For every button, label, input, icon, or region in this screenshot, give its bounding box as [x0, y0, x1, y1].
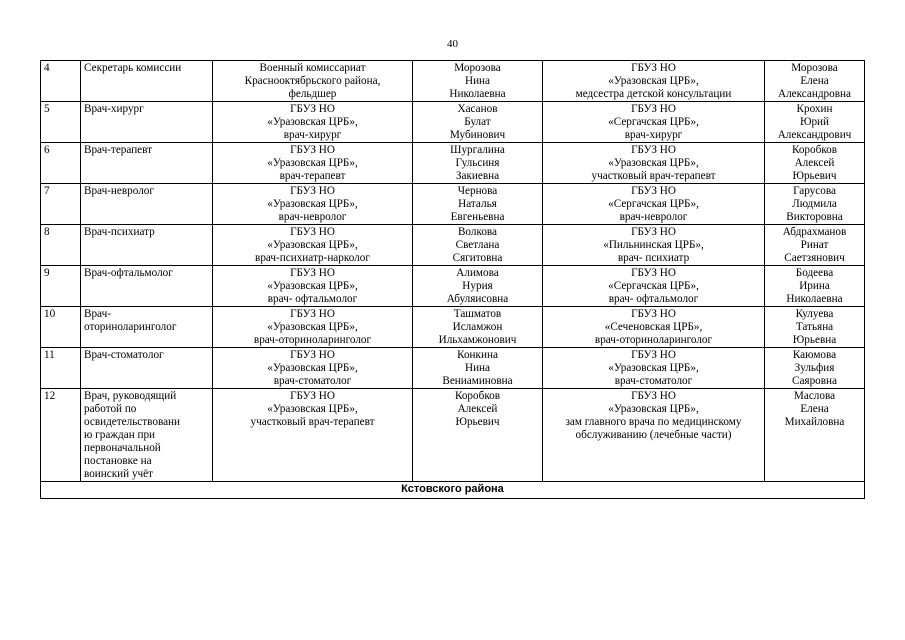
- organization-text: фельдшер: [288, 88, 337, 100]
- row-number: 5: [41, 102, 81, 143]
- position-text: постановке на: [84, 455, 152, 467]
- reserve-member-organization: [543, 143, 765, 184]
- organization-text: врач-стоматолог: [614, 375, 693, 387]
- organization-text: врач-оториноларинголог: [594, 334, 713, 346]
- name-text: Людмила: [792, 198, 837, 210]
- name-text: Николаевна: [449, 88, 506, 100]
- row-number: 10: [41, 307, 81, 348]
- name-text: Нина: [464, 362, 491, 374]
- name-text: Николаевна: [786, 293, 843, 305]
- organization-text: ГБУЗ НО: [290, 185, 335, 197]
- name-text: Алексей: [457, 403, 498, 415]
- organization-text: «Сергачская ЦРБ»,: [608, 198, 699, 210]
- name-text: Чернова: [457, 185, 498, 197]
- organization-text: ГБУЗ НО: [290, 144, 335, 156]
- organization-text: врач-хирург: [624, 129, 683, 141]
- organization-text: ГБУЗ НО: [290, 390, 335, 402]
- reserve-member-name: [765, 102, 865, 143]
- table-row: [41, 348, 865, 389]
- commission-table: [40, 60, 865, 499]
- name-text: Кулуева: [795, 308, 834, 320]
- position-cell: [81, 348, 213, 389]
- position-text: Врач-стоматолог: [84, 349, 164, 361]
- main-member-organization: [213, 143, 413, 184]
- table-row: [41, 102, 865, 143]
- main-member-organization: [213, 307, 413, 348]
- organization-text: ГБУЗ НО: [290, 103, 335, 115]
- table-row: [41, 143, 865, 184]
- row-number: 8: [41, 225, 81, 266]
- name-text: Закиевна: [455, 170, 500, 182]
- position-cell: [81, 102, 213, 143]
- reserve-member-name: [765, 143, 865, 184]
- row-number: 9: [41, 266, 81, 307]
- organization-text: врач- офтальмолог: [267, 293, 358, 305]
- name-text: Конкина: [457, 349, 498, 361]
- position-text: первоначальной: [84, 442, 161, 454]
- organization-text: врач-оториноларинголог: [253, 334, 372, 346]
- name-text: Гарусова: [793, 185, 836, 197]
- name-text: Ильхамжонович: [438, 334, 517, 346]
- organization-text: «Уразовская ЦРБ»,: [608, 362, 699, 374]
- organization-text: ГБУЗ НО: [631, 185, 676, 197]
- organization-text: ГБУЗ НО: [631, 267, 676, 279]
- organization-text: «Уразовская ЦРБ»,: [267, 239, 358, 251]
- position-text: освидетельствовани: [84, 416, 181, 428]
- organization-text: «Уразовская ЦРБ»,: [267, 280, 358, 292]
- organization-text: «Уразовская ЦРБ»,: [608, 75, 699, 87]
- position-text: Врач-офтальмолог: [84, 267, 173, 279]
- name-text: Саяровна: [792, 375, 837, 387]
- reserve-member-name: [765, 307, 865, 348]
- reserve-member-name: [765, 61, 865, 102]
- name-text: Саетзянович: [784, 252, 845, 264]
- name-text: Вениаминовна: [442, 375, 513, 387]
- organization-text: врач- психиатр: [617, 252, 690, 264]
- name-text: Юрьевич: [792, 170, 837, 182]
- position-text: Врач-терапевт: [84, 144, 153, 156]
- table-row: [41, 266, 865, 307]
- organization-text: ГБУЗ НО: [290, 267, 335, 279]
- organization-text: участковый врач-терапевт: [591, 170, 716, 182]
- main-member-name: [413, 143, 543, 184]
- organization-text: «Уразовская ЦРБ»,: [267, 321, 358, 333]
- organization-text: ГБУЗ НО: [290, 349, 335, 361]
- name-text: Абдрахманов: [782, 226, 847, 238]
- organization-text: врач-терапевт: [279, 170, 346, 182]
- name-text: Гульсиня: [455, 157, 500, 169]
- section-title: Кстовского района: [41, 482, 865, 499]
- position-text: Секретарь комиссии: [84, 62, 182, 74]
- reserve-member-organization: [543, 266, 765, 307]
- main-member-organization: [213, 348, 413, 389]
- organization-text: ГБУЗ НО: [290, 308, 335, 320]
- name-text: Ирина: [799, 280, 830, 292]
- table-row: [41, 225, 865, 266]
- organization-text: врач-невролог: [619, 211, 688, 223]
- main-member-name: [413, 348, 543, 389]
- position-cell: [81, 225, 213, 266]
- row-number: 4: [41, 61, 81, 102]
- position-text: Врач-: [84, 308, 111, 320]
- organization-text: ГБУЗ НО: [290, 226, 335, 238]
- name-text: Нурия: [462, 280, 493, 292]
- organization-text: зам главного врача по медицинскому: [565, 416, 742, 428]
- position-cell: [81, 266, 213, 307]
- organization-text: «Уразовская ЦРБ»,: [608, 403, 699, 415]
- name-text: Елена: [800, 75, 829, 87]
- row-number: 7: [41, 184, 81, 225]
- organization-text: обслуживанию (лечебные части): [575, 429, 732, 441]
- organization-text: «Уразовская ЦРБ»,: [267, 362, 358, 374]
- organization-text: ГБУЗ НО: [631, 103, 676, 115]
- main-member-name: [413, 389, 543, 482]
- organization-text: «Уразовская ЦРБ»,: [608, 157, 699, 169]
- table-row: [41, 184, 865, 225]
- main-member-name: [413, 184, 543, 225]
- organization-text: медсестра детской консультации: [575, 88, 732, 100]
- organization-text: ГБУЗ НО: [631, 226, 676, 238]
- organization-text: «Сеченовская ЦРБ»,: [604, 321, 703, 333]
- organization-text: врач-стоматолог: [273, 375, 352, 387]
- main-member-name: [413, 225, 543, 266]
- row-number: 12: [41, 389, 81, 482]
- name-text: Алексей: [794, 157, 835, 169]
- organization-text: ГБУЗ НО: [631, 308, 676, 320]
- organization-text: ГБУЗ НО: [631, 349, 676, 361]
- organization-text: «Уразовская ЦРБ»,: [267, 198, 358, 210]
- organization-text: «Сергачская ЦРБ»,: [608, 280, 699, 292]
- table-body: [41, 61, 865, 499]
- organization-text: ГБУЗ НО: [631, 390, 676, 402]
- main-member-name: [413, 61, 543, 102]
- name-text: Каюмова: [792, 349, 837, 361]
- reserve-member-organization: [543, 389, 765, 482]
- position-text: работой по: [84, 403, 137, 415]
- name-text: Хасанов: [457, 103, 498, 115]
- main-member-organization: [213, 389, 413, 482]
- position-text: ю граждан при: [84, 429, 156, 441]
- table-row: [41, 389, 865, 482]
- organization-text: «Пильнинская ЦРБ»,: [603, 239, 704, 251]
- organization-text: ГБУЗ НО: [631, 144, 676, 156]
- name-text: Нина: [464, 75, 491, 87]
- position-cell: [81, 307, 213, 348]
- name-text: Крохин: [796, 103, 833, 115]
- name-text: Коробков: [454, 390, 501, 402]
- reserve-member-name: [765, 348, 865, 389]
- main-member-name: [413, 307, 543, 348]
- section-row: [41, 482, 865, 499]
- position-text: Врач, руководящий: [84, 390, 177, 402]
- organization-text: участковый врач-терапевт: [250, 416, 375, 428]
- name-text: Александровна: [778, 88, 851, 100]
- name-text: Михайловна: [784, 416, 845, 428]
- name-text: Исламжон: [452, 321, 503, 333]
- main-member-name: [413, 102, 543, 143]
- reserve-member-organization: [543, 184, 765, 225]
- name-text: Коробков: [791, 144, 838, 156]
- row-number: 6: [41, 143, 81, 184]
- name-text: Юрий: [799, 116, 830, 128]
- reserve-member-organization: [543, 225, 765, 266]
- name-text: Ринат: [800, 239, 829, 251]
- organization-text: врач-психиатр-нарколог: [255, 252, 370, 264]
- name-text: Абуляисовна: [446, 293, 509, 305]
- reserve-member-name: [765, 184, 865, 225]
- position-text: Врач-хирург: [84, 103, 144, 115]
- position-text: Врач-невролог: [84, 185, 154, 197]
- organization-text: Краснооктябрьского района,: [244, 75, 381, 87]
- table-row: [41, 307, 865, 348]
- organization-text: врач-хирург: [283, 129, 342, 141]
- position-text: Врач-психиатр: [84, 226, 155, 238]
- row-number: 11: [41, 348, 81, 389]
- name-text: Маслова: [793, 390, 836, 402]
- name-text: Бодеева: [795, 267, 834, 279]
- name-text: Татьяна: [795, 321, 834, 333]
- reserve-member-organization: [543, 307, 765, 348]
- main-member-name: [413, 266, 543, 307]
- main-member-organization: [213, 61, 413, 102]
- name-text: Волкова: [457, 226, 498, 238]
- reserve-member-organization: [543, 348, 765, 389]
- reserve-member-organization: [543, 61, 765, 102]
- reserve-member-name: [765, 389, 865, 482]
- main-member-organization: [213, 225, 413, 266]
- organization-text: «Сергачская ЦРБ»,: [608, 116, 699, 128]
- name-text: Юрьевич: [455, 416, 500, 428]
- name-text: Ташматов: [453, 308, 502, 320]
- name-text: Алимова: [456, 267, 499, 279]
- reserve-member-name: [765, 225, 865, 266]
- name-text: Зульфия: [794, 362, 835, 374]
- name-text: Елена: [800, 403, 829, 415]
- organization-text: «Уразовская ЦРБ»,: [267, 403, 358, 415]
- main-member-organization: [213, 102, 413, 143]
- page-number: 40: [447, 38, 458, 50]
- name-text: Морозова: [791, 62, 838, 74]
- position-text: оториноларинголог: [84, 321, 177, 333]
- name-text: Наталья: [458, 198, 497, 210]
- position-text: воинский учёт: [84, 468, 154, 480]
- organization-text: ГБУЗ НО: [631, 62, 676, 74]
- reserve-member-organization: [543, 102, 765, 143]
- name-text: Светлана: [455, 239, 500, 251]
- position-cell: [81, 389, 213, 482]
- name-text: Викторовна: [786, 211, 843, 223]
- name-text: Шургалина: [450, 144, 505, 156]
- name-text: Булат: [464, 116, 491, 128]
- reserve-member-name: [765, 266, 865, 307]
- organization-text: «Уразовская ЦРБ»,: [267, 116, 358, 128]
- name-text: Юрьевна: [792, 334, 837, 346]
- position-cell: [81, 184, 213, 225]
- position-cell: [81, 61, 213, 102]
- organization-text: врач-невролог: [278, 211, 347, 223]
- name-text: Сягитовна: [452, 252, 503, 264]
- name-text: Морозова: [454, 62, 501, 74]
- name-text: Евгеньевна: [450, 211, 505, 223]
- main-member-organization: [213, 266, 413, 307]
- organization-text: врач- офтальмолог: [608, 293, 699, 305]
- position-cell: [81, 143, 213, 184]
- name-text: Александрович: [777, 129, 852, 141]
- main-member-organization: [213, 184, 413, 225]
- organization-text: Военный комиссариат: [259, 62, 366, 74]
- table-row: [41, 61, 865, 102]
- organization-text: «Уразовская ЦРБ»,: [267, 157, 358, 169]
- name-text: Мубинович: [449, 129, 506, 141]
